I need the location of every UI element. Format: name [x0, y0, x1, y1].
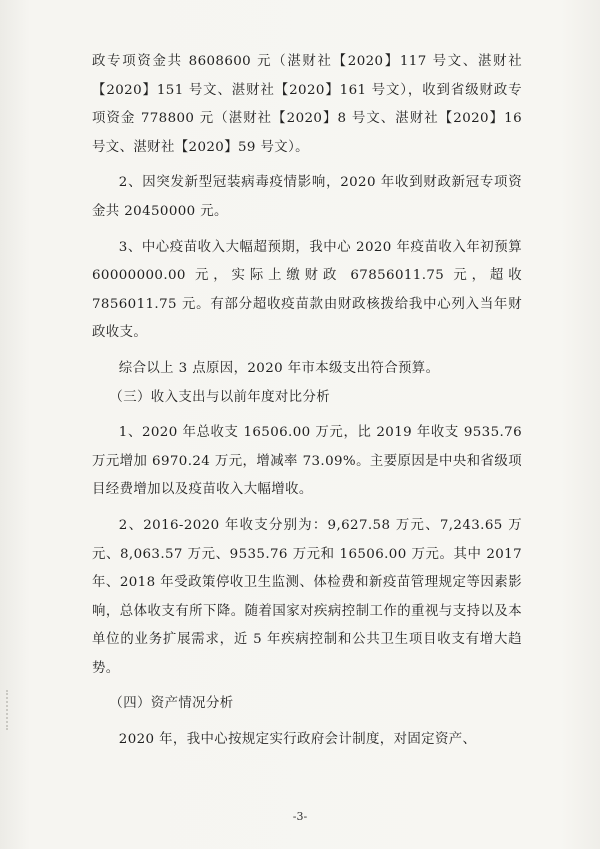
document-body: [92, 48, 522, 755]
paragraph-assets: 2020 年，我中心按规定实行政府会计制度，对固定资产、: [118, 732, 477, 748]
paragraph-item-2: 2、因突发新型冠装病毒疫情影响，2020 年收到财政新冠专项资金共 20450000 元。: [92, 175, 522, 219]
paragraph-comparison-1: 1、2020 年总收支 16506.00 万元，比 2019 年收支 9535.76 万元增加 6970.24 万元，增减率 73.09%。主要原因是中央和省级项目经费增加以及疫苗收入大幅增收。: [92, 425, 522, 498]
paragraph-item-3: 3、中心疫苗收入大幅超预期，我中心 2020 年疫苗收入年初预算 60000000.00 元，实际上缴财政 67856011.75 元，超收 7856011.75 元。有部分超收疫苗款由财政核拨给我中心列入当年财政收支。: [92, 239, 522, 341]
paragraph-summary: 综合以上 3 点原因，2020 年市本级支出符合预算。: [118, 360, 440, 376]
section-heading-4: （四）资产情况分析: [109, 696, 234, 712]
paragraph-comparison-2: 2、2016-2020 年收支分别为：9,627.58 万元、7,243.65 万元、8,063.57 万元、9535.76 万元和 16506.00 万元。其中 2017 年、2018 年受政策停收卫生监测、体检费和新疫苗管理规定等因素影响，总体收支有所下降。随着国家对疾病控制工作的重视与支持以及本单位的业务扩展需求，近 5 年疾病控制和公共卫生项目收支有增大趋势。: [92, 517, 522, 676]
section-heading-3: （三）收入支出与以前年度对比分析: [109, 389, 331, 405]
paragraph-continuation: 政专项资金共 8608600 元（湛财社【2020】117 号文、湛财社【2020】151 号文、湛财社【2020】161 号文），收到省级财政专项资金 778800 元（湛财社【2020】8 号文、湛财社【2020】16 号文、湛财社【2020】59 号文）。: [92, 54, 522, 155]
page-number: -3-: [292, 810, 308, 823]
binding-marks: [6, 690, 16, 730]
